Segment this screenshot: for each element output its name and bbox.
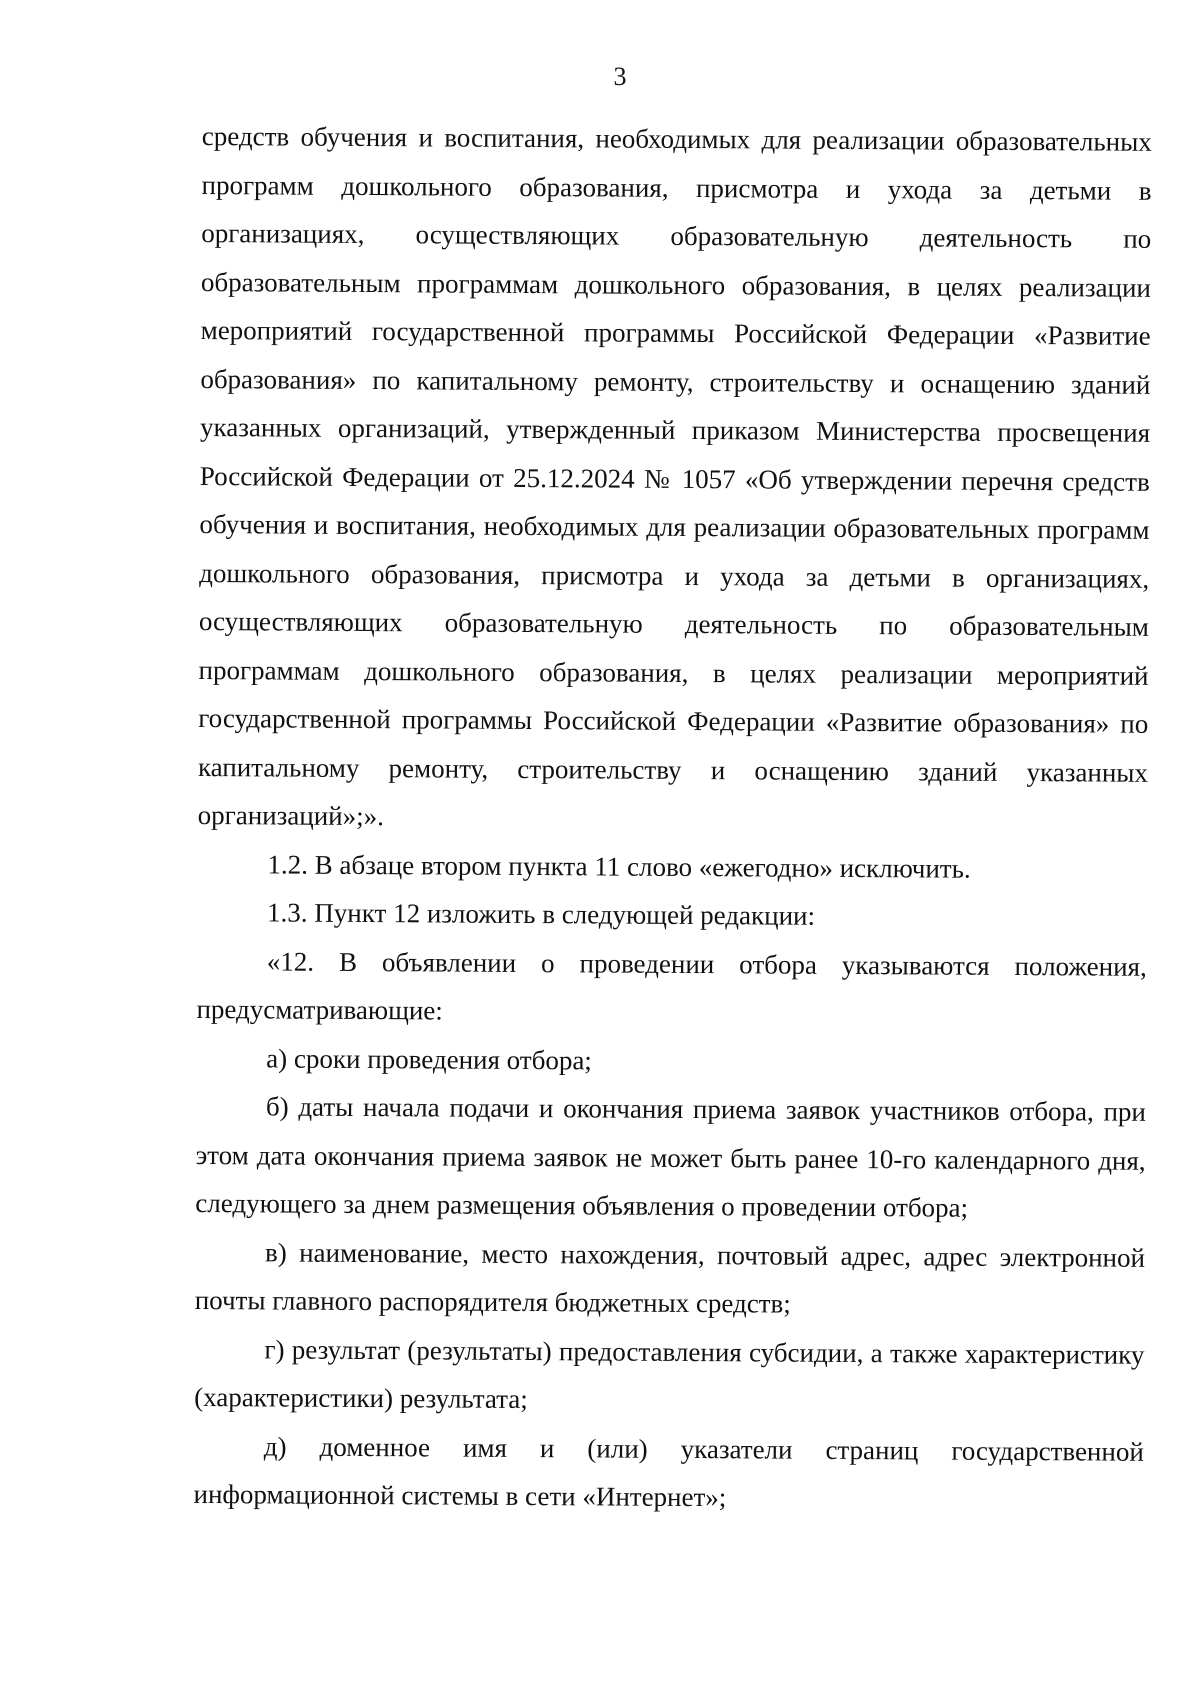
page-number: 3: [613, 62, 627, 91]
list-item-a: а) сроки проведения отбора;: [266, 1042, 592, 1075]
document-body: [193, 112, 1152, 1524]
paragraph-continuation-list: средств обучения и воспитания, необходимых для реализации образовательных программ дошкольного образования, присмотра и ухода за детьми в организациях, осуществляющих образовательную деятельность по образовательным программам дошкольного образования, в целях реализации мероприятий государственной программы Российской Федерации «Развитие образования» по капитальному ремонту, строительству и оснащению зданий указанных организаций, утвержденный приказом Министерства просвещения Российской Федерации от 25.12.2024 № 1057 «Об утверждении перечня средств обучения и воспитания, необходимых для реализации образовательных программ дошкольного образования, присмотра и ухода за детьми в организациях, осуществляющих образовательную деятельность по образовательным программам дошкольного образования, в целях реализации мероприятий государственной программы Российской Федерации «Развитие образования» по капитальному ремонту, строительству и оснащению зданий указанных организаций»;».: [197, 120, 1152, 832]
paragraph-point-12: «12. В объявлении о проведении отбора указываются положения, предусматривающие:: [196, 945, 1147, 1026]
list-item-v: в) наименование, место нахождения, почтовый адрес, адрес электронной почты главного распорядителя бюджетных средств;: [194, 1236, 1146, 1319]
list-item-g: г) результат (результаты) предоставления субсидии, а также характеристику (характеристики) результата;: [194, 1333, 1145, 1415]
list-item-d: д) доменное имя и (или) указатели страниц государственной информационной системы в сети «Интернет»;: [193, 1430, 1144, 1513]
paragraph-item-1-3: 1.3. Пункт 12 изложить в следующей редакции:: [267, 897, 816, 931]
list-item-b: б) даты начала подачи и окончания приема заявок участников отбора, при этом дата окончания приема заявок не может быть ранее 10-го календарного дня, следующего за днем размещения объявления о проведении отбора;: [195, 1091, 1147, 1223]
paragraph-item-1-2: 1.2. В абзаце втором пункта 11 слово «ежегодно» исключить.: [267, 848, 971, 884]
